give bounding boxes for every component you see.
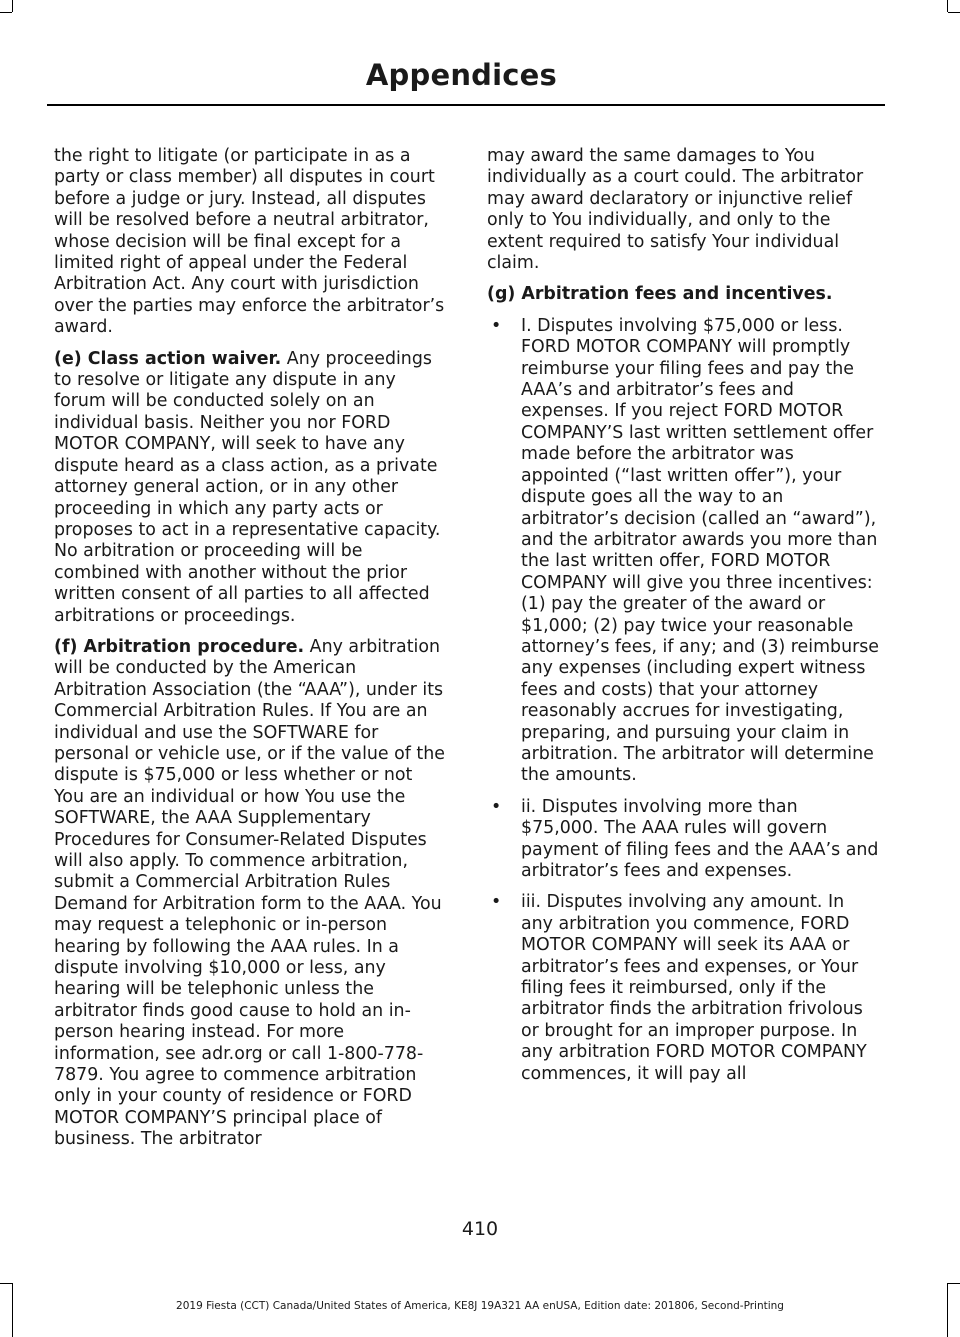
bullet-mark: • [491, 892, 502, 913]
list-item-text: I. Disputes involving $75,000 or less. FORD MOTOR COMPANY will promptly reimburse your filing fees and pay the AAA’s and arbitrator’s fees and expenses. If you reject FORD MOTOR COMPANY’S last written settlement offer made before the arbitrator was appointed (“last written offer”), your dispute goes all the way to an arbitrator’s decision (called an “award”), and the arbitrator awards you more than the last written offer, FORD MOTOR COMPANY will give you three incentives: (1) pay the greater of the award or $1,000; (2) pay twice your reasonable attorney’s fees, if any; and (3) reimburse any expenses (including expert witness fees and costs) that your attorney reasonably accrues for investigating, preparing, and pursuing your claim in arbitration. The arbitrator will determine the amounts. [521, 315, 880, 786]
list-item-text: iii. Disputes involving any amount. In any arbitration you commence, FORD MOTOR COMPANY will seek its AAA or arbitrator’s fees and expenses, or Your filing fees it reimbursed, only if the arbitrator finds the arbitration frivolous or brought for an improper purpose. In any arbitration FORD MOTOR COMPANY commences, it will pay all [521, 892, 867, 1084]
crop-mark-top-left [0, 12, 12, 13]
left-column [54, 146, 447, 1161]
paragraph-class-action-waiver [54, 349, 447, 627]
bullet-mark: • [491, 315, 502, 336]
right-column [487, 146, 880, 1095]
paragraph-continuation: may award the same damages to You individually as a court could. The arbitrator may award declaratory or injunctive relief only to You individually, and only to the extent required to satisfy Your individual claim. [487, 146, 864, 274]
list-item [487, 316, 880, 787]
paragraph-arbitration-procedure [54, 637, 447, 1151]
heading-class-action-waiver: (e) Class action waiver. [54, 348, 282, 369]
header-divider [47, 104, 885, 106]
crop-mark-bottom-right [948, 1283, 960, 1284]
body-arbitration-procedure: Any arbitration will be conducted by the American Arbitration Association (the “AAA”), under its Commercial Arbitration Rules. If You are an individual and use the SOFTWARE for personal or vehicle use, or if the value of the dispute is $75,000 or less whether or not You are an individual or how You use the SOFTWARE, the AAA Supplementary Procedures for Consumer-Related Disputes will also apply. To commence arbitration, submit a Commercial Arbitration Rules Demand for Arbitration form to the AAA. You may request a telephonic or in-person hearing by following the AAA rules. In a dispute involving $10,000 or less, any hearing will be telephonic unless the arbitrator finds good cause to hold an in-person hearing instead. For more information, see adr.org or call 1-800-778-7879. You agree to commence arbitration only in your county of residence or FORD MOTOR COMPANY’S principal place of business. The arbitrator [54, 636, 445, 1150]
list-item-text: ii. Disputes involving more than $75,000. The AAA rules will govern payment of filing fees and the AAA’s and arbitrator’s fees and expenses. [521, 796, 879, 881]
crop-mark-bottom-left [0, 1283, 12, 1284]
footer-edition-info: 2019 Fiesta (CCT) Canada/United States of America, KE8J 19A321 AA enUSA, Edition date: 201806, Second-Printing [176, 1300, 784, 1312]
heading-arbitration-procedure: (f) Arbitration procedure. [54, 636, 305, 657]
crop-mark-top-right-v [947, 0, 948, 12]
page-title: Appendices [365, 58, 557, 92]
bullet-mark: • [491, 796, 502, 817]
fees-bullet-list [487, 316, 880, 1085]
page-number: 410 [461, 1218, 499, 1240]
list-item [487, 797, 880, 883]
paragraph-intro: the right to litigate (or participate in as a party or class member) all disputes in court before a judge or jury. Instead, all disputes will be resolved before a neutral arbitrator, whose decision will be final except for a limited right of appeal under the Federal Arbitration Act. Any court with jurisdiction over the parties may enforce the arbitrator’s award. [54, 146, 445, 338]
crop-mark-top-left-v [12, 0, 13, 12]
body-class-action-waiver: Any proceedings to resolve or litigate any dispute in any forum will be conducted solely on an individual basis. Neither you nor FORD MOTOR COMPANY, will seek to have any dispute heard as a class action, as a private attorney general action, or in any other proceeding in which any party acts or proposes to act in a representative capacity. No arbitration or proceeding will be combined with another without the prior written consent of all parties to all affected arbitrations or proceedings. [54, 348, 441, 626]
list-item [487, 892, 880, 1085]
crop-mark-top-right [948, 12, 960, 13]
heading-arbitration-fees: (g) Arbitration fees and incentives. [487, 284, 833, 305]
